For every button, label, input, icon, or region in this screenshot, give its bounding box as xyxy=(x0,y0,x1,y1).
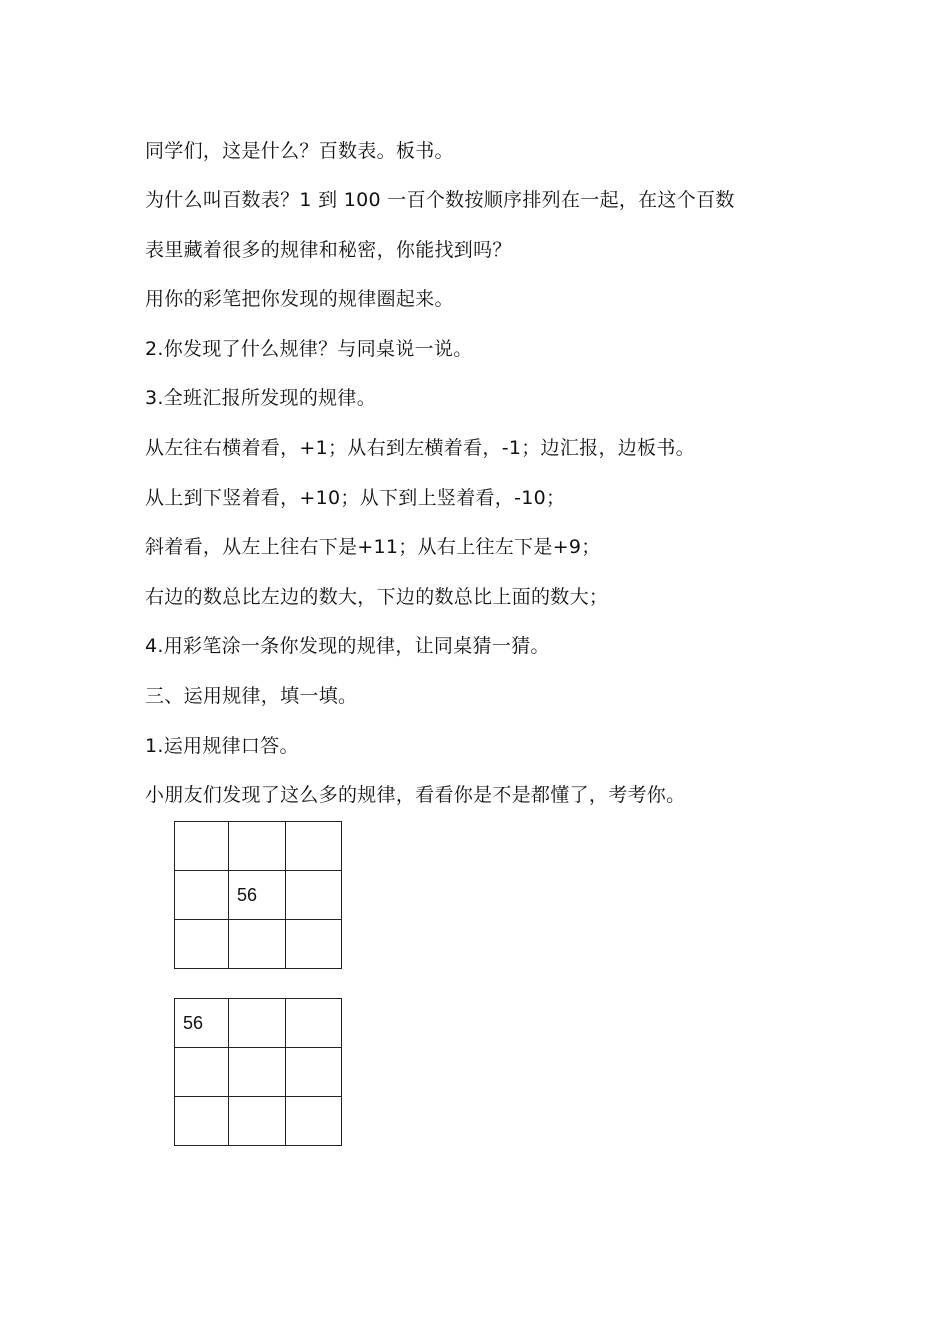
grid-row xyxy=(175,1097,342,1146)
grid-cell xyxy=(286,999,342,1048)
grid-cell xyxy=(229,822,286,871)
grid-cell xyxy=(286,1097,342,1146)
text-line: 为什么叫百数表？1 到 100 一百个数按顺序排列在一起，在这个百数 xyxy=(145,189,735,211)
number-grid-1 xyxy=(174,821,342,969)
grid-row xyxy=(175,871,342,920)
text-line: 同学们，这是什么？百数表。板书。 xyxy=(145,140,454,162)
section-heading: 三、运用规律，填一填。 xyxy=(145,685,358,707)
grid-cell xyxy=(229,1048,286,1097)
grid-cell xyxy=(286,920,342,969)
text-line: 3.全班汇报所发现的规律。 xyxy=(145,387,377,409)
grid-cell xyxy=(175,920,229,969)
grid-cell xyxy=(229,999,286,1048)
grid-cell xyxy=(286,822,342,871)
text-line: 小朋友们发现了这么多的规律，看看你是不是都懂了，考考你。 xyxy=(145,784,686,806)
grid-row xyxy=(175,999,342,1048)
grid-cell: 56 xyxy=(175,999,229,1048)
grid-row xyxy=(175,1048,342,1097)
text-line: 表里藏着很多的规律和秘密，你能找到吗？ xyxy=(145,239,512,261)
grid-cell xyxy=(175,1048,229,1097)
text-line: 斜着看，从左上往右下是+11；从右上往左下是+9； xyxy=(145,536,601,558)
grid-cell xyxy=(286,1048,342,1097)
text-line: 用你的彩笔把你发现的规律圈起来。 xyxy=(145,288,454,310)
grid-row xyxy=(175,822,342,871)
grid-cell xyxy=(175,822,229,871)
text-line: 从上到下竖着看，+10；从下到上竖着看，-10； xyxy=(145,487,566,509)
grid-cell xyxy=(175,871,229,920)
grid-cell xyxy=(286,871,342,920)
text-line: 4.用彩笔涂一条你发现的规律，让同桌猜一猜。 xyxy=(145,635,550,657)
number-grid-2 xyxy=(174,998,342,1146)
grid-cell xyxy=(229,1097,286,1146)
grid-row xyxy=(175,920,342,969)
text-line: 2.你发现了什么规律？与同桌说一说。 xyxy=(145,338,473,360)
grid-cell xyxy=(229,920,286,969)
grid-cell: 56 xyxy=(229,871,286,920)
grid-cell xyxy=(175,1097,229,1146)
text-line: 从左往右横着看，+1；从右到左横着看，-1；边汇报，边板书。 xyxy=(145,437,695,459)
text-line: 右边的数总比左边的数大，下边的数总比上面的数大； xyxy=(145,586,609,608)
text-line: 1.运用规律口答。 xyxy=(145,735,299,757)
